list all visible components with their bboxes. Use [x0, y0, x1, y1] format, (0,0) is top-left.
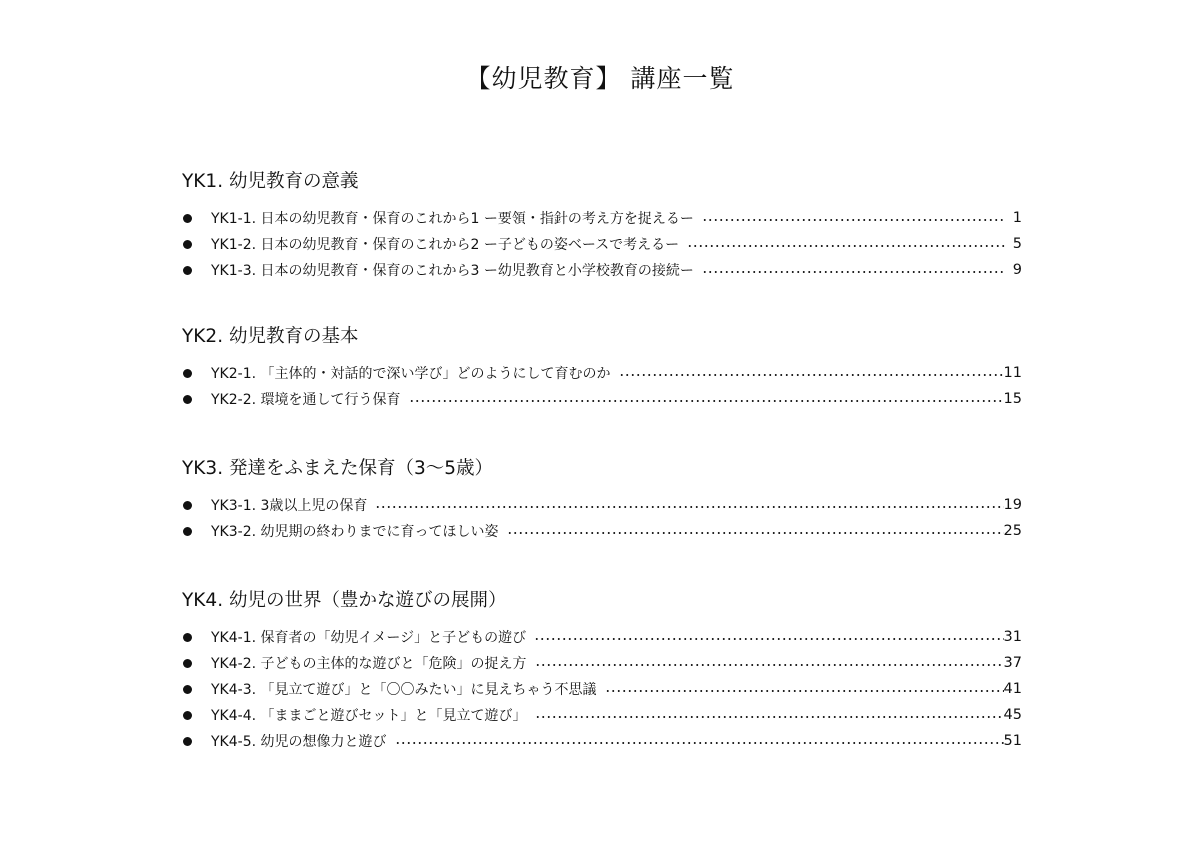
dot-leader	[702, 271, 1005, 273]
toc-item	[182, 650, 1022, 676]
toc-page-number: 25	[1003, 523, 1022, 539]
section-heading: YK4. 幼児の世界（豊かな遊びの展開）	[182, 590, 507, 611]
dot-leader	[507, 532, 1004, 534]
bullet-icon	[183, 711, 192, 720]
dot-leader	[409, 400, 1004, 402]
dot-leader	[702, 219, 1005, 221]
bullet-icon	[183, 659, 192, 668]
toc-item-label: YK2-2. 環境を通して行う保育	[211, 392, 401, 408]
bullet-icon	[183, 214, 192, 223]
dot-leader	[605, 690, 1004, 692]
dot-leader	[687, 245, 1005, 247]
toc-page-number: 11	[1003, 365, 1022, 381]
toc-page-number: 15	[1003, 391, 1022, 407]
toc-item-label: YK1-1. 日本の幼児教育・保育のこれから1 ー要領・指針の考え方を捉えるー	[211, 211, 694, 227]
toc-item	[182, 360, 1022, 386]
toc-item	[182, 386, 1022, 412]
toc-item-label: YK4-4. 「ままごと遊びセット」と「見立て遊び」	[211, 708, 527, 724]
bullet-icon	[183, 369, 192, 378]
section-heading: YK3. 発達をふまえた保育（3～5歳）	[182, 458, 494, 479]
toc-item-label: YK3-2. 幼児期の終わりまでに育ってほしい姿	[211, 524, 499, 540]
toc-item	[182, 702, 1022, 728]
bullet-icon	[183, 266, 192, 275]
dot-leader	[534, 638, 1003, 640]
toc-page-number: 1	[1012, 210, 1022, 226]
dot-leader	[535, 664, 1004, 666]
bullet-icon	[183, 527, 192, 536]
toc-item-label: YK1-3. 日本の幼児教育・保育のこれから3 ー幼児教育と小学校教育の接続ー	[211, 263, 694, 279]
toc-item-label: YK2-1. 「主体的・対話的で深い学び」どのようにして育むのか	[211, 366, 611, 382]
bullet-icon	[183, 501, 192, 510]
bullet-icon	[183, 395, 192, 404]
toc-page-number: 51	[1003, 733, 1022, 749]
toc-list	[182, 205, 1022, 283]
bullet-icon	[183, 737, 192, 746]
dot-leader	[375, 506, 1003, 508]
bullet-icon	[183, 240, 192, 249]
section-heading: YK1. 幼児教育の意義	[182, 171, 359, 192]
section-yk1	[182, 169, 1022, 283]
section-yk4	[182, 588, 1022, 754]
toc-item	[182, 624, 1022, 650]
toc-page-number: 9	[1012, 262, 1022, 278]
toc-page-number: 19	[1003, 497, 1022, 513]
section-heading: YK2. 幼児教育の基本	[182, 326, 359, 347]
dot-leader	[535, 716, 1004, 718]
toc-item	[182, 205, 1022, 231]
toc-item	[182, 257, 1022, 283]
toc-item-label: YK1-2. 日本の幼児教育・保育のこれから2 ー子どもの姿ベースで考えるー	[211, 237, 680, 253]
toc-item	[182, 676, 1022, 702]
toc-item-label: YK4-1. 保育者の「幼児イメージ」と子どもの遊び	[211, 630, 527, 646]
toc-page-number: 37	[1003, 655, 1022, 671]
toc-page-number: 31	[1003, 629, 1022, 645]
section-yk3	[182, 456, 1022, 544]
bullet-icon	[183, 633, 192, 642]
dot-leader	[395, 742, 1004, 744]
toc-page-number: 5	[1012, 236, 1022, 252]
page-title: 【幼児教育】 講座一覧	[465, 64, 735, 93]
toc-item-label: YK4-2. 子どもの主体的な遊びと「危険」の捉え方	[211, 656, 527, 672]
toc-item	[182, 728, 1022, 754]
bullet-icon	[183, 685, 192, 694]
toc-page-number: 45	[1003, 707, 1022, 723]
toc-item-label: YK4-3. 「見立て遊び」と「〇〇みたい」に見えちゃう不思議	[211, 682, 597, 698]
toc-item-label: YK3-1. 3歳以上児の保育	[211, 498, 368, 514]
toc-list	[182, 360, 1022, 412]
toc-item	[182, 231, 1022, 257]
toc-item	[182, 518, 1022, 544]
toc-item	[182, 492, 1022, 518]
toc-list	[182, 624, 1022, 754]
toc-list	[182, 492, 1022, 544]
toc-page-number: 41	[1003, 681, 1022, 697]
dot-leader	[619, 374, 1004, 376]
section-yk2	[182, 324, 1022, 412]
toc-item-label: YK4-5. 幼児の想像力と遊び	[211, 734, 387, 750]
